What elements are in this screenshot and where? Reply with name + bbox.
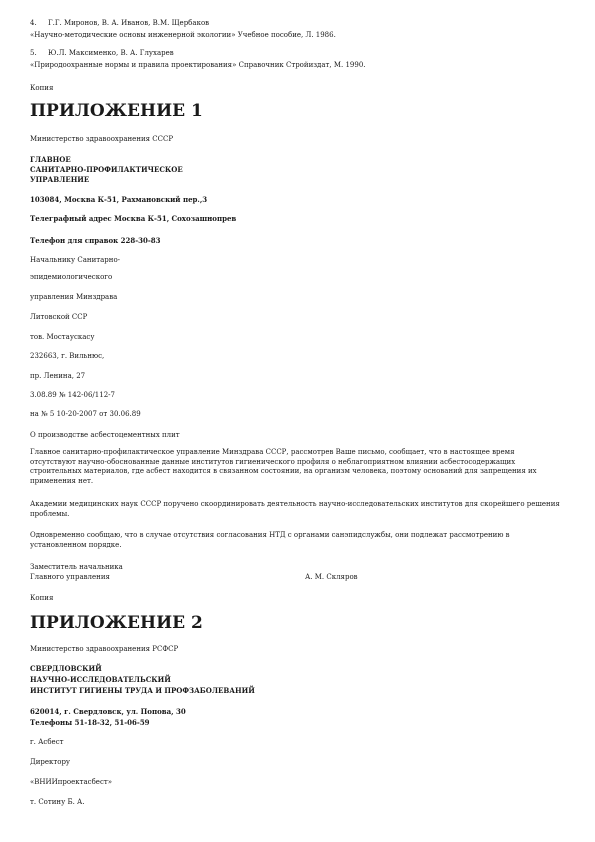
letter-paragraph-1: Главное санитарно-профилактическое управление Минздрава СССР, рассмотрев Ваше письмо, сообщает, что в настоящее время отсутствуют научно-обоснованные данные институтов гигиенического профиля о неблагоприятном влиянии асбестосодержащих строительных материалов, где асбест находится в связанном состоянии, на организм человека, поэтому оснований для запрещения их применения нет.: [30, 448, 537, 485]
reference-5-title: «Природоохранные нормы и правила проектирования» Справочник Стройиздат, М. 1990.: [30, 61, 366, 69]
appendix-2-org-line-1: СВЕРДЛОВСКИЙ: [30, 664, 102, 673]
recipient-line-2: эпидемиологического: [30, 273, 113, 281]
letter-reference-date: 3.08.89 № 142-06/112-7: [30, 391, 115, 399]
recipient-line-7: пр. Ленина, 27: [30, 372, 86, 380]
copy-label-2: Копия: [30, 594, 54, 602]
reference-4-title: «Научно-методические основы инженерной экологии» Учебное пособие, Л. 1986.: [30, 31, 336, 39]
reference-4-authors: Г.Г. Миронов, В. А. Иванов, В.М. Щербаков: [48, 19, 210, 27]
appendix-1-ministry: Министерство здравоохранения СССР: [30, 135, 174, 143]
appendix-1-org-line-2: САНИТАРНО-ПРОФИЛАКТИЧЕСКОЕ: [30, 165, 183, 174]
appendix-2-heading: ПРИЛОЖЕНИЕ 2: [30, 613, 203, 633]
reference-5-number: 5.: [30, 49, 37, 57]
appendix-2-org-line-2: НАУЧНО-ИССЛЕДОВАТЕЛЬСКИЙ: [30, 675, 171, 684]
recipient-line-4: Литовской ССР: [30, 313, 88, 321]
recipient-line-1: Начальнику Санитарно-: [30, 256, 121, 264]
appendix-1-org-line-1: ГЛАВНОЕ: [30, 155, 71, 164]
appendix-1-address: 103084, Москва К-51, Рахмановский пер.,3: [30, 195, 208, 204]
appendix-1-telegraph: Телеграфный адрес Москва К-51, Сохозашнопрев: [30, 214, 237, 223]
appendix-1-heading: ПРИЛОЖЕНИЕ 1: [30, 101, 203, 121]
appendix-2-phones: Телефоны 51-18-32, 51-06-59: [30, 718, 150, 727]
appendix-2-director: Директору: [30, 758, 71, 766]
appendix-2-person: т. Сотину Б. А.: [30, 798, 85, 806]
recipient-line-6: 232663, г. Вильнюс,: [30, 352, 105, 360]
letter-paragraph-3: Одновременно сообщаю, что в случае отсутствия согласования НТД с органами санэпидслужбы, они подлежат рассмотрению в установленном порядке.: [30, 531, 510, 549]
signatory-title-1: Заместитель начальника: [30, 563, 123, 571]
recipient-line-5: тов. Мостаускасу: [30, 333, 95, 341]
copy-label-1: Копия: [30, 84, 54, 92]
appendix-2-organization: «ВНИИпроектасбест»: [30, 778, 113, 786]
signatory-name: А. М. Скляров: [305, 573, 358, 581]
recipient-line-3: управления Минздрава: [30, 293, 118, 301]
letter-paragraph-2: Академии медицинских наук СССР поручено скоординировать деятельность научно-исследовательских институтов для скорейшего решения проблемы.: [30, 500, 560, 518]
signatory-title-2: Главного управления: [30, 573, 110, 581]
appendix-2-city: г. Асбест: [30, 738, 64, 746]
appendix-1-org-line-3: УПРАВЛЕНИЕ: [30, 175, 90, 184]
appendix-2-org-line-3: ИНСТИТУТ ГИГИЕНЫ ТРУДА И ПРОФЗАБОЛЕВАНИЙ: [30, 686, 255, 695]
reference-5-authors: Ю.Л. Максименко, В. А. Глухарев: [48, 49, 174, 57]
appendix-2-address: 620014, г. Свердловск, ул. Попова, 30: [30, 707, 186, 716]
reference-4-number: 4.: [30, 19, 37, 27]
appendix-1-phone: Телефон для справок 228-30-83: [30, 236, 161, 245]
letter-subject: О производстве асбестоцементных плит: [30, 431, 180, 439]
appendix-2-ministry: Министерство здравоохранения РСФСР: [30, 645, 179, 653]
letter-reference-number: на № 5 10-20-2007 от 30.06.89: [30, 410, 141, 418]
